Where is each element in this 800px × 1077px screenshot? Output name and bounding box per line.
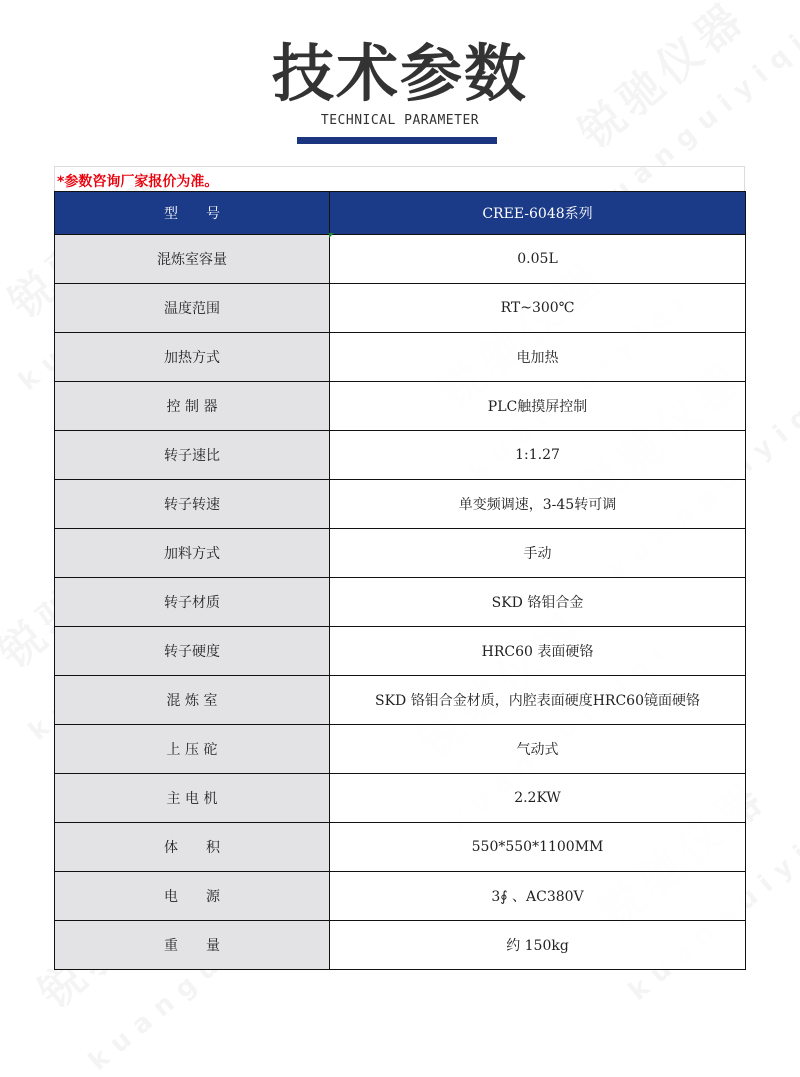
row-value: 气动式 xyxy=(330,725,746,774)
row-value: 3∮ 、AC380V xyxy=(330,872,746,921)
row-label: 体 积 xyxy=(55,823,330,872)
row-value: 550*550*1100MM xyxy=(330,823,746,872)
row-value: HRC60 表面硬铬 xyxy=(330,627,746,676)
table-row xyxy=(55,480,746,529)
table-row xyxy=(55,872,746,921)
row-label: 混炼室容量 xyxy=(55,235,330,284)
row-label: 加料方式 xyxy=(55,529,330,578)
row-label: 转子材质 xyxy=(55,578,330,627)
row-value: RT~300℃ xyxy=(330,284,746,333)
row-label: 温度范围 xyxy=(55,284,330,333)
title-underline-bar xyxy=(297,137,497,144)
page-title: 技术参数 xyxy=(271,37,528,110)
table-row xyxy=(55,529,746,578)
table-row xyxy=(55,284,746,333)
row-label: 混 炼 室 xyxy=(55,676,330,725)
price-note: *参数咨询厂家报价为准。 xyxy=(57,174,219,190)
row-label: 主 电 机 xyxy=(55,774,330,823)
row-label: 电 源 xyxy=(55,872,330,921)
row-value: 电加热 xyxy=(330,333,746,382)
row-label: 上 压 砣 xyxy=(55,725,330,774)
row-label: 重 量 xyxy=(55,921,330,970)
table-row xyxy=(55,627,746,676)
table-row xyxy=(55,921,746,970)
row-value: 0.05L xyxy=(330,235,746,284)
row-label: 转子转速 xyxy=(55,480,330,529)
table-row xyxy=(55,823,746,872)
table-row xyxy=(55,578,746,627)
row-label: 转子硬度 xyxy=(55,627,330,676)
row-value: 1:1.27 xyxy=(330,431,746,480)
page-subtitle: TECHNICAL PARAMETER xyxy=(320,113,480,128)
table-row xyxy=(55,774,746,823)
row-value: 手动 xyxy=(330,529,746,578)
model-label: 型 号 xyxy=(55,192,330,235)
row-label: 控 制 器 xyxy=(55,382,330,431)
row-label: 加热方式 xyxy=(55,333,330,382)
table-row xyxy=(55,382,746,431)
row-value: 单变频调速，3-45转可调 xyxy=(330,480,746,529)
row-value: PLC触摸屏控制 xyxy=(330,382,746,431)
row-value: 2.2KW xyxy=(330,774,746,823)
table-header-row xyxy=(55,192,746,235)
model-value: CREE-6048系列 xyxy=(330,192,746,235)
row-value: SKD 铬钼合金 xyxy=(330,578,746,627)
row-value: 约 150kg xyxy=(330,921,746,970)
table-row xyxy=(55,676,746,725)
cell-comment-indicator-icon xyxy=(329,233,334,238)
table-row xyxy=(55,235,746,284)
spec-table xyxy=(54,191,746,970)
table-row xyxy=(55,431,746,480)
table-row xyxy=(55,333,746,382)
row-value: SKD 铬钼合金材质，内腔表面硬度HRC60镜面硬铬 xyxy=(330,676,746,725)
price-note-row xyxy=(54,166,745,191)
row-label: 转子速比 xyxy=(55,431,330,480)
table-row xyxy=(55,725,746,774)
